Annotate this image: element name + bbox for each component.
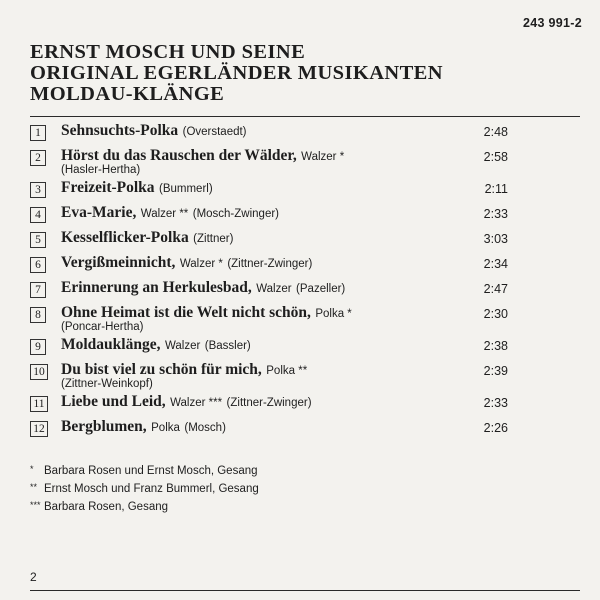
top-rule bbox=[30, 116, 580, 117]
track-duration: 2:11 bbox=[484, 182, 508, 196]
track-duration: 2:58 bbox=[483, 150, 508, 164]
track-duration: 2:26 bbox=[483, 421, 508, 435]
track-number: 1 bbox=[30, 125, 46, 141]
track-composer: (Zittner) bbox=[193, 233, 234, 245]
catalog-number: 243 991-2 bbox=[523, 16, 582, 30]
track-title: Bergblumen, bbox=[61, 418, 147, 435]
track-genre: Polka ** bbox=[266, 365, 308, 377]
track-number: 5 bbox=[30, 232, 46, 248]
track-duration: 2:39 bbox=[483, 364, 508, 378]
footnote-mark: * bbox=[30, 464, 34, 474]
track-genre: Walzer bbox=[256, 283, 292, 295]
footnote-mark: ** bbox=[30, 482, 38, 492]
track-row bbox=[30, 361, 580, 391]
album-title bbox=[30, 42, 443, 105]
track-duration: 2:33 bbox=[483, 207, 508, 221]
track-genre: Walzer *** bbox=[170, 397, 223, 409]
track-duration: 3:03 bbox=[483, 232, 508, 246]
track-genre: Walzer * bbox=[179, 258, 223, 270]
track-number: 4 bbox=[30, 207, 46, 223]
track-duration: 2:34 bbox=[483, 257, 508, 271]
title-line: ERNST MOSCH UND SEINE bbox=[30, 41, 306, 63]
track-number: 3 bbox=[30, 182, 46, 198]
track-list bbox=[30, 122, 580, 443]
track-row bbox=[30, 254, 580, 274]
footnote bbox=[30, 461, 259, 479]
track-title: Du bist viel zu schön für mich, bbox=[61, 361, 262, 378]
footnote bbox=[30, 497, 259, 515]
track-title: Hörst du das Rauschen der Wälder, bbox=[61, 147, 297, 164]
page-number: 2 bbox=[30, 570, 37, 584]
footnote-text: Ernst Mosch und Franz Bummerl, Gesang bbox=[44, 483, 259, 495]
bottom-rule bbox=[30, 590, 580, 591]
track-composer: (Mosch-Zwinger) bbox=[192, 208, 279, 220]
track-title: Moldauklänge, bbox=[61, 336, 161, 353]
track-row bbox=[30, 229, 580, 249]
track-genre: Walzer bbox=[164, 340, 201, 352]
footnote bbox=[30, 479, 259, 497]
track-number: 8 bbox=[30, 307, 46, 323]
track-number: 7 bbox=[30, 282, 46, 298]
track-duration: 2:33 bbox=[483, 396, 508, 410]
track-title: Erinnerung an Herkulesbad, bbox=[61, 279, 252, 296]
track-title: Eva-Marie, bbox=[61, 204, 137, 221]
track-row bbox=[30, 304, 580, 334]
track-title: Kesselflicker-Polka bbox=[61, 229, 189, 246]
track-row bbox=[30, 179, 580, 199]
track-number: 6 bbox=[30, 257, 46, 273]
track-duration: 2:48 bbox=[483, 125, 508, 139]
track-title: Ohne Heimat ist die Welt nicht schön, bbox=[61, 304, 311, 321]
title-line: MOLDAU-KLÄNGE bbox=[30, 83, 225, 105]
track-number: 2 bbox=[30, 150, 46, 166]
track-row bbox=[30, 418, 580, 438]
track-composer: (Poncar-Hertha) bbox=[61, 321, 144, 333]
track-title: Vergißmeinnicht, bbox=[61, 254, 176, 271]
track-title: Sehnsuchts-Polka bbox=[61, 122, 179, 139]
track-composer: (Zittner-Zwinger) bbox=[227, 258, 313, 270]
track-composer: (Zittner-Weinkopf) bbox=[61, 378, 153, 390]
track-composer: (Pazeller) bbox=[296, 283, 346, 295]
track-duration: 2:47 bbox=[483, 282, 508, 296]
track-genre: Walzer ** bbox=[140, 208, 189, 220]
track-duration: 2:30 bbox=[483, 307, 508, 321]
track-number: 10 bbox=[30, 364, 48, 380]
track-title: Liebe und Leid, bbox=[61, 393, 166, 410]
track-row bbox=[30, 147, 580, 177]
track-number: 9 bbox=[30, 339, 46, 355]
track-genre: Walzer * bbox=[301, 151, 345, 163]
track-composer: (Overstaedt) bbox=[182, 126, 247, 138]
track-number: 12 bbox=[30, 421, 48, 437]
track-composer: (Zittner-Zwinger) bbox=[226, 397, 312, 409]
footnote-text: Barbara Rosen und Ernst Mosch, Gesang bbox=[44, 465, 258, 477]
track-composer: (Hasler-Hertha) bbox=[61, 164, 141, 176]
track-duration: 2:38 bbox=[483, 339, 508, 353]
track-title: Freizeit-Polka bbox=[61, 179, 155, 196]
track-row bbox=[30, 393, 580, 413]
footnotes bbox=[30, 461, 259, 515]
track-row bbox=[30, 204, 580, 224]
footnote-mark: *** bbox=[30, 500, 41, 510]
track-composer: (Mosch) bbox=[184, 422, 226, 434]
track-row bbox=[30, 122, 580, 142]
track-genre: Polka * bbox=[315, 308, 352, 320]
track-genre: Polka bbox=[151, 422, 180, 434]
track-composer: (Bassler) bbox=[204, 340, 251, 352]
track-composer: (Bummerl) bbox=[159, 183, 213, 195]
title-line: ORIGINAL EGERLÄNDER MUSIKANTEN bbox=[30, 62, 443, 84]
track-number: 11 bbox=[30, 396, 48, 412]
footnote-text: Barbara Rosen, Gesang bbox=[44, 501, 169, 513]
track-row bbox=[30, 279, 580, 299]
track-row bbox=[30, 336, 580, 356]
